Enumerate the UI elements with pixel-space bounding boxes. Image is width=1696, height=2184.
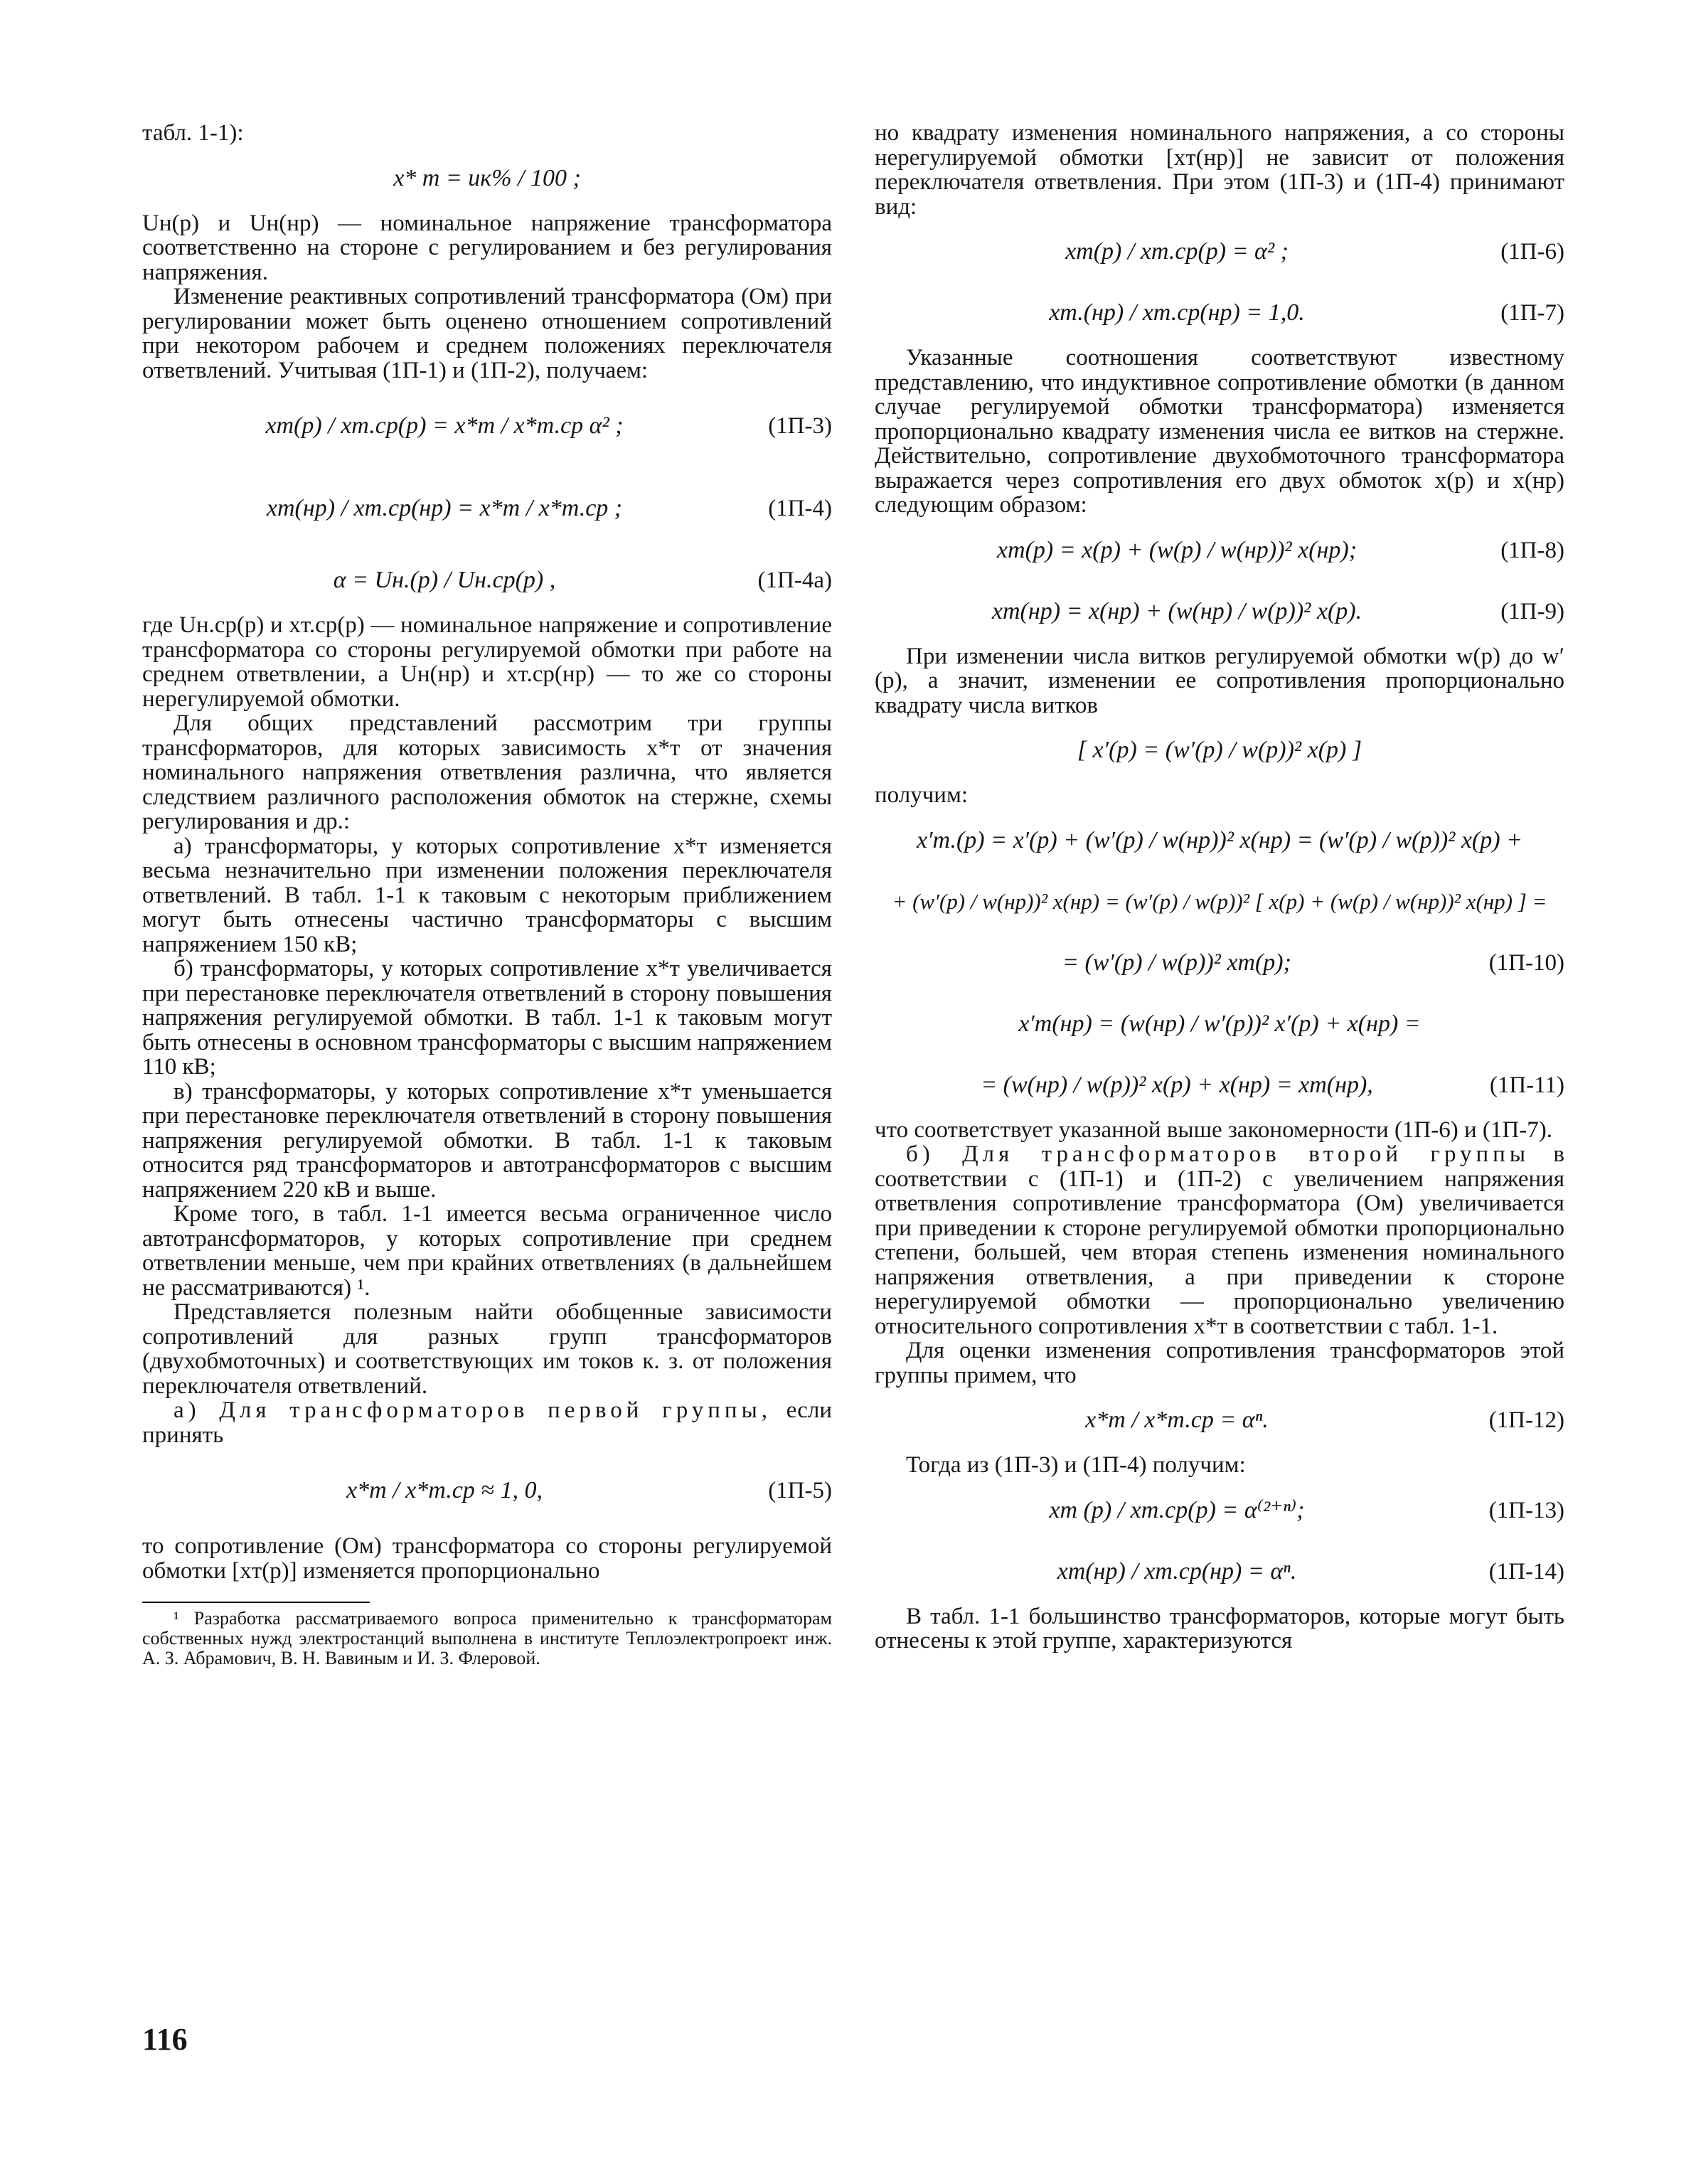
equation-number: (1П-11) — [1489, 1072, 1564, 1098]
equation-formula: x′т(нр) = (w(нр) / w′(р))² x′(р) + x(нр) = — [1018, 1010, 1421, 1037]
list-item-c: в) трансформаторы, у которых сопротивление x*т уменьшается при перестановке переключателя ответвлений в сторону повышения напряжения регулируемой обмотки. В табл. 1-1 к таковым относится ряд трансформаторов и автотрансформаторов с высшим напряжением 220 кВ и выше. — [142, 1078, 832, 1203]
equation-formula: xт(нр) / xт.ср(нр) = x*т / x*т.ср ; — [266, 494, 623, 521]
paragraph: Для общих представлений рассмотрим три группы трансформаторов, для которых зависимость x*т от значения номинального напряжения ответвления различна, что является следствием различного расположения обмоток на стержне, схемы регулирования и др.: — [142, 710, 832, 834]
equation-1p-10-line3 — [875, 934, 1564, 991]
equation-1p-9 — [875, 583, 1564, 640]
equation-1p-10-line1 — [875, 812, 1564, 869]
equation-1p-12 — [875, 1392, 1564, 1449]
paragraph: Представляется полезным найти обобщенные зависимости сопротивлений для разных групп трансформаторов (двухобмоточных) и соответствующих им токов к. з. от положения переключателя ответвлений. — [142, 1299, 832, 1399]
equation-number: (1П-6) — [1500, 238, 1564, 265]
equation-1p-11-line1 — [875, 996, 1564, 1053]
paragraph-text: если принять — [142, 1397, 832, 1448]
equation-1p-7 — [875, 284, 1564, 341]
list-item-b: б) трансформаторы, у которых сопротивление x*т увеличивается при перестановке переключателя ответвлений в сторону повышения напряжения регулируемой обмотки. В табл. 1-1 к таковым могут быть отнесены в основном трансформаторы с высшим напряжением 110 кВ; — [142, 956, 832, 1080]
paragraph-text: в соответствии с (1П-1) и (1П-2) с увеличением напряжения ответвления сопротивление трансформатора (Ом) увеличивается при приведении к стороне регулируемой обмотки пропорционально степени, большей, чем вторая степень изменения номинального напряжения ответвления, а при приведении к стороне нерегулируемой обмотки — пропорционально увеличению относительного сопротивления x*т в соответствии с табл. 1-1. — [875, 1141, 1564, 1339]
equation-1p-10-line2 — [875, 873, 1564, 930]
paragraph: что соответствует указанной выше закономерности (1П-6) и (1П-7). — [875, 1117, 1552, 1143]
equation-formula: α = Uн.(р) / Uн.ср(р) , — [333, 566, 556, 593]
paragraph: В табл. 1-1 большинство трансформаторов, которые могут быть отнесены к этой группе, характеризуются — [875, 1603, 1564, 1653]
footnote-text: ¹ Разработка рассматриваемого вопроса применительно к трансформаторам собственных нужд электростанций выполнена в институте Теплоэлектропроект инж. А. З. Абрамович, В. Н. Вавиным и И. З. Флеровой. — [142, 1608, 832, 1668]
equation-1p-6 — [875, 223, 1564, 280]
footnote — [142, 1609, 832, 1668]
paragraph — [142, 1398, 832, 1447]
equation-formula: x* т = uк% / 100 ; — [393, 164, 581, 191]
equation-number: (1П-4) — [768, 495, 832, 521]
paragraph: табл. 1-1): — [142, 120, 244, 146]
equation-number: (1П-13) — [1488, 1497, 1564, 1523]
paragraph: Указанные соотношения соответствуют известному представлению, что индуктивное сопротивление обмотки (в данном случае регулируемой обмотки трансформатора) изменяется пропорционально квадрату изменения числа ее витков на стержне. Действительно, сопротивление двухобмоточного трансформатора выражается через сопротивления его двух обмоток x(р) и x(нр) следующим образом: — [875, 345, 1564, 518]
equation-number: (1П-14) — [1488, 1558, 1564, 1584]
equation-formula: x′т.(р) = x′(р) + (w′(р) / w(нр))² x(нр) = (w′(р) / w(р))² x(р) + — [916, 826, 1523, 853]
equation-number: (1П-8) — [1500, 537, 1564, 563]
paragraph: где Uн.ср(р) и xт.ср(р) — номинальное напряжение и сопротивление трансформатора со стороны регулируемой обмотки при работе на среднем ответвлении, а Uн(нр) и xт.ср(нр) — то же со стороны нерегулируемой обмотки. — [142, 612, 832, 712]
list-item-a: а) трансформаторы, у которых сопротивление x*т изменяется весьма незначительно при изменении положения переключателя ответвлений. В табл. 1-1 к таковым с некоторым приближением могут быть отнесены частично трансформаторы с высшим напряжением 150 кВ; — [142, 833, 832, 957]
paragraph — [875, 1142, 1564, 1338]
equation-number: (1П-7) — [1500, 299, 1564, 326]
equation-formula: xт (р) / xт.ср(р) = α⁽²⁺ⁿ⁾; — [1049, 1496, 1305, 1523]
paragraph: Для оценки изменения сопротивления трансформаторов этой группы примем, что — [875, 1338, 1564, 1388]
equation-1p-4 — [142, 469, 832, 548]
paragraph: Тогда из (1П-3) и (1П-4) получим: — [906, 1452, 1246, 1478]
equation-1p-11-line2 — [875, 1057, 1564, 1114]
equation-number: (1П-3) — [768, 412, 832, 439]
equation-1p-13 — [875, 1482, 1564, 1539]
equation-formula: xт.(нр) / xт.ср(нр) = 1,0. — [1049, 299, 1305, 326]
equation-formula: xт(р) / xт.ср(р) = x*т / x*т.ср α² ; — [265, 412, 624, 439]
spaced-heading: а) Для трансформаторов первой группы, — [174, 1397, 772, 1423]
equation-formula: = (w(нр) / w(р))² x(р) + x(нр) = xт(нр), — [981, 1071, 1373, 1098]
paragraph: Uн(р) и Uн(нр) — номинальное напряжение трансформатора соответственно на стороне с регулированием и без регулирования напряжения. — [142, 210, 832, 285]
paragraph: получим: — [875, 782, 969, 808]
equation-formula: xт(нр) / xт.ср(нр) = αⁿ. — [1057, 1557, 1297, 1584]
equation — [142, 150, 832, 207]
paragraph: Изменение реактивных сопротивлений трансформатора (Ом) при регулировании может быть оценено отношением сопротивлений при некотором рабочем и среднем положениях переключателя ответвлений. Учитывая (1П-1) и (1П-2), получаем: — [142, 284, 832, 383]
equation-1p-4a — [142, 552, 832, 609]
equation-formula: = (w′(р) / w(р))² xт(р); — [1062, 949, 1291, 976]
equation-formula: xт(р) = x(р) + (w(р) / w(нр))² x(нр); — [996, 536, 1358, 563]
footnote-rule — [142, 1602, 370, 1603]
equation-1p-3 — [142, 387, 832, 465]
equation-formula: [ x′(р) = (w′(р) / w(р))² x(р) ] — [1077, 736, 1362, 763]
equation-1p-8 — [875, 522, 1564, 579]
equation-formula: xт(нр) = x(нр) + (w(нр) / w(р))² x(р). — [991, 597, 1362, 624]
paragraph: При изменении числа витков регулируемой обмотки w(р) до w′(р), а значит, изменении ее сопротивления пропорционально квадрату числа витков — [875, 643, 1564, 718]
page-number: 116 — [142, 2022, 188, 2057]
paragraph: но квадрату изменения номинального напряжения, а со стороны нерегулируемой обмотки [xт(нр)] не зависит от положения переключателя ответвления. При этом (1П-3) и (1П-4) принимают вид: — [875, 120, 1564, 220]
equation-number: (1П-9) — [1500, 598, 1564, 624]
spaced-heading: б) Для трансформаторов второй группы — [906, 1141, 1530, 1167]
equation-number: (1П-5) — [768, 1477, 832, 1503]
equation-formula: x*т / x*т.ср ≈ 1, 0, — [346, 1476, 543, 1503]
equation-1p-14 — [875, 1543, 1564, 1600]
right-column — [875, 121, 1564, 1653]
equation-number: (1П-12) — [1488, 1407, 1564, 1433]
equation-bracket — [875, 722, 1564, 779]
equation-formula: xт(р) / xт.ср(р) = α² ; — [1065, 238, 1289, 265]
left-column — [142, 121, 832, 1668]
equation-formula: x*т / x*т.ср = αⁿ. — [1085, 1406, 1269, 1433]
equation-formula: + (w′(р) / w(нр))² x(нр) = (w′(р) / w(р))² [ x(р) + (w(р) / w(нр))² x(нр) ] = — [892, 888, 1547, 914]
paragraph: то сопротивление (Ом) трансформатора со стороны регулируемой обмотки [xт(р)] изменяется пропорционально — [142, 1533, 832, 1584]
equation-number: (1П-4а) — [757, 567, 832, 593]
paragraph: Кроме того, в табл. 1-1 имеется весьма ограниченное число автотрансформаторов, у которых сопротивление при среднем ответвлении меньше, чем при крайних ответвлениях (в дальнейшем не рассматриваются) ¹. — [142, 1201, 832, 1301]
equation-1p-5 — [142, 1451, 832, 1530]
equation-number: (1П-10) — [1488, 949, 1564, 976]
